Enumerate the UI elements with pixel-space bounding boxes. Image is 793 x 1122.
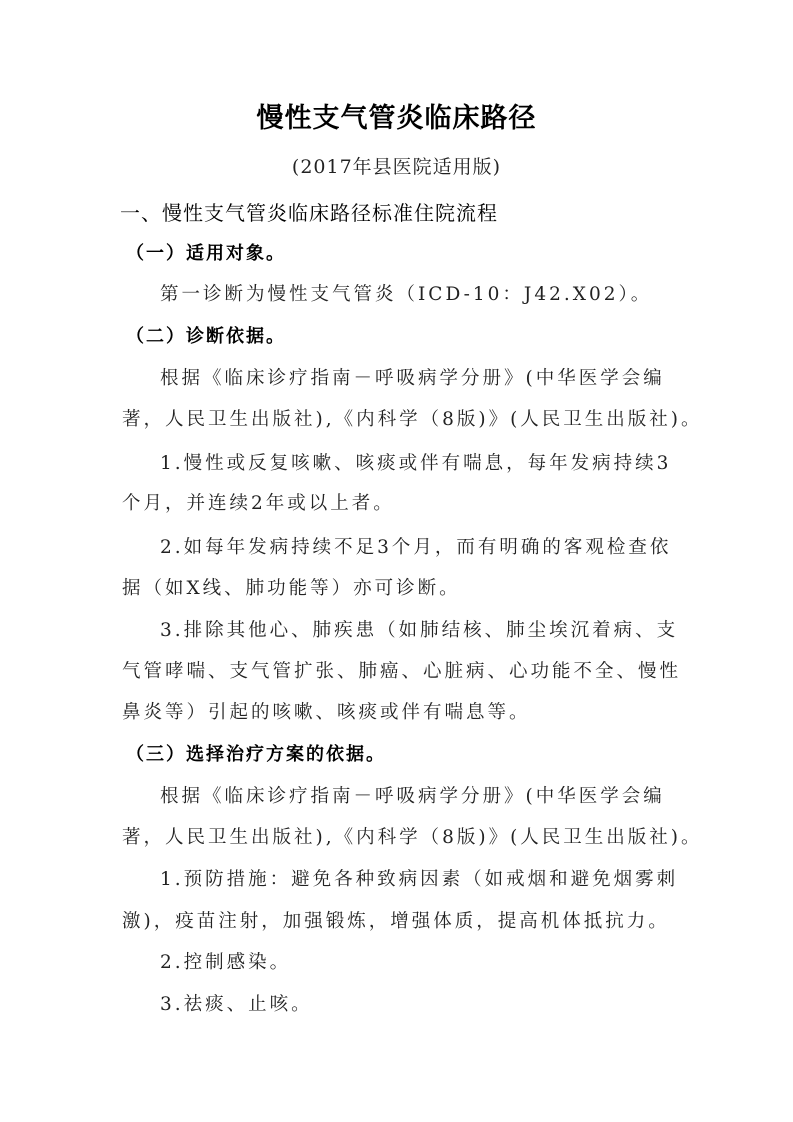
paragraph-line: 个月，并连续2年或以上者。 [122,493,395,514]
paragraph-line: 根据《临床诊疗指南－呼吸病学分册》(中华医学会编 [160,368,665,389]
paragraph-line: 1.慢性或反复咳嗽、咳痰或伴有喘息，每年发病持续3 [160,453,672,474]
paragraph-line: 3.排除其他心、肺疾患（如肺结核、肺尘埃沉着病、支 [160,620,679,641]
paragraph-line: 1.预防措施：避免各种致病因素（如戒烟和避免烟雾刺 [160,869,679,890]
paragraph-line: 2.控制感染。 [160,952,292,973]
subsection-heading-1: （一）适用对象。 [126,243,286,264]
paragraph-line: 根据《临床诊疗指南－呼吸病学分册》(中华医学会编 [160,786,665,807]
document-title: 慢性支气管炎临床路径 [256,103,537,134]
paragraph-line: 3.祛痰、止咳。 [160,994,313,1015]
paragraph-line: 2.如每年发病持续不足3个月，而有明确的客观检查依 [160,537,672,558]
paragraph-line: 激)，疫苗注射，加强锻炼，增强体质，提高机体抵抗力。 [122,911,670,932]
paragraph-line: 据（如X线、肺功能等）亦可诊断。 [122,578,461,599]
paragraph-line: 气管哮喘、支气管扩张、肺癌、心脏病、心功能不全、慢性 [122,661,682,682]
subsection-heading-3: （三）选择治疗方案的依据。 [126,744,386,765]
paragraph-line: 著，人民卫生出版社),《内科学（8版)》(人民卫生出版社)。 [122,827,703,848]
section-heading: 一、慢性支气管炎临床路径标准住院流程 [120,201,498,225]
subsection-heading-2: （二）诊断依据。 [126,326,286,347]
paragraph-line: 鼻炎等）引起的咳嗽、咳痰或伴有喘息等。 [122,702,531,723]
paragraph-line: 第一诊断为慢性支气管炎（ICD-10：J42.X02）。 [160,284,653,305]
paragraph-line: 著，人民卫生出版社),《内科学（8版)》(人民卫生出版社)。 [122,409,703,430]
document-subtitle: (2017年县医院适用版) [291,156,502,178]
